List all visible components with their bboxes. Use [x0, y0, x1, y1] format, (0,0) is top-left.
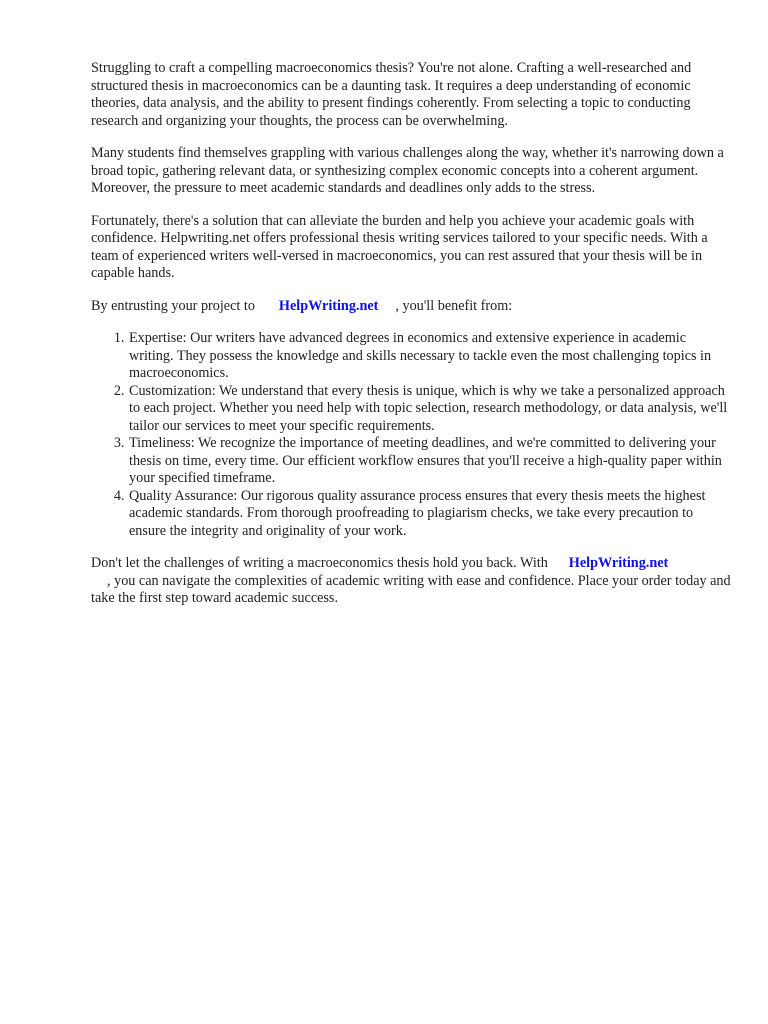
- helpwriting-link-closing[interactable]: HelpWriting.net: [568, 555, 669, 571]
- paragraph-intro: Struggling to craft a compelling macroeconomics thesis? You're not alone. Crafting a well-researched and structured thesis in macroeconomics can be a daunting task. It requires a deep understanding of economic theories, data analysis, and the ability to present findings coherently. From selecting a topic to conducting research and organizing your thoughts, the process can be overwhelming.: [91, 60, 692, 129]
- closing-text: Don't let the challenges of writing a macroeconomics thesis hold you back. With: [91, 555, 548, 571]
- paragraph-benefits-intro: [91, 298, 731, 316]
- document-body: [91, 60, 731, 623]
- list-item: 3. Timeliness: We recognize the importance of meeting deadlines, and we're committed to delivering your thesis on time, every time. Our efficient workflow ensures that you'll receive a high-quality paper within your specified timeframe.: [128, 435, 731, 488]
- benefits-intro-suffix: , you'll benefit from:: [395, 297, 513, 314]
- closing-suffix: , you can navigate the complexities of academic writing with ease and confidence. Place your order today and take the first step toward academic success.: [91, 572, 731, 606]
- list-item: 2. Customization: We understand that every thesis is unique, which is why we take a personalized approach to each project. Whether you need help with topic selection, research methodology, or data analysis, we'll tailor our services to meet your specific requirements.: [128, 383, 731, 436]
- benefits-intro-text: By entrusting your project to: [91, 297, 255, 314]
- paragraph-closing: [91, 555, 731, 608]
- paragraph-solution: Fortunately, there's a solution that can alleviate the burden and help you achieve your academic goals with confidence. Helpwriting.net offers professional thesis writing services tailored to your specific needs. With a team of experienced writers well-versed in macroeconomics, you can rest assured that your thesis will be in capable hands.: [91, 212, 708, 281]
- paragraph-challenges: Many students find themselves grappling with various challenges along the way, whether it's narrowing down a broad topic, gathering relevant data, or synthesizing complex economic concepts into a coherent argument. Moreover, the pressure to meet academic standards and deadlines only adds to the stress.: [91, 145, 724, 196]
- benefits-list: [91, 330, 731, 540]
- helpwriting-link[interactable]: HelpWriting.net: [278, 297, 379, 314]
- list-item: 1. Expertise: Our writers have advanced degrees in economics and extensive experience in academic writing. They possess the knowledge and skills necessary to tackle even the most challenging topics in macroeconomics.: [128, 330, 731, 383]
- list-item: 4. Quality Assurance: Our rigorous quality assurance process ensures that every thesis meets the highest academic standards. From thorough proofreading to plagiarism checks, we take every precaution to ensure the integrity and originality of your work.: [128, 488, 731, 541]
